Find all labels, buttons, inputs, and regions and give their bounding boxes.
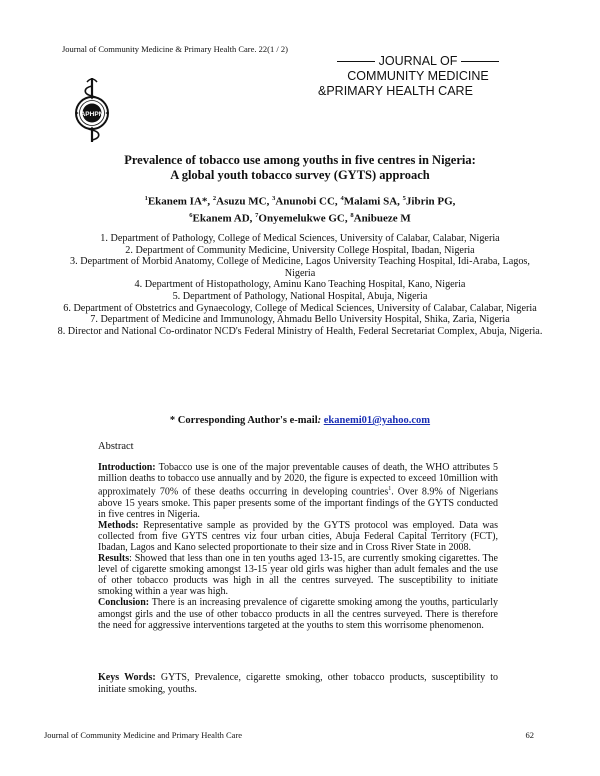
title-line-1: Prevalence of tobacco use among youths in five centres in Nigeria: <box>124 153 476 167</box>
page-number: 62 <box>525 730 534 740</box>
affiliation-item: 8. Director and National Co-ordinator NCD's Federal Ministry of Health, Federal Secretariat Complex, Abuja, Nigeria. <box>57 325 543 337</box>
affiliation-item: 6. Department of Obstetrics and Gynaecology, College of Medical Sciences, University of Calabar, Calabar, Nigeria <box>63 302 537 314</box>
masthead-line-2: COMMUNITY MEDICINE <box>347 69 489 83</box>
affiliation-item: 1. Department of Pathology, College of Medical Sciences, University of Calabar, Calabar, Nigeria <box>100 233 500 244</box>
reference-marker: 1 <box>388 486 392 493</box>
author-name: Malami SA, <box>343 195 403 208</box>
affiliation-item: 4. Department of Histopathology, Aminu Kano Teaching Hospital, Kano, Nigeria <box>134 279 466 291</box>
keywords-label: Keys Words: <box>98 672 156 683</box>
abstract-results: Results: Showed that less than one in ten youths aged 13-15, are currently smoking cigarettes. The level of cigarette smoking amongst 13-15 year old girls was higher than adult females and the use of other tobacco products was high in all the centres surveyed. The susceptibility to initiate smoking within a year was high. <box>98 553 498 598</box>
author-name: Onyemelukwe GC, <box>258 212 351 225</box>
results-label: Results <box>98 553 130 565</box>
affiliation-item: 2. Department of Community Medicine, University College Hospital, Ibadan, Nigeria <box>125 244 475 256</box>
abstract-heading: Abstract <box>98 441 134 452</box>
masthead-line-1: JOURNAL OF <box>378 54 458 68</box>
abstract-introduction: Introduction: Tobacco use is one of the major preventable causes of death, the WHO attributes 5 million deaths to tobacco use annually and by 2020, the figure is expected to exceed 10million with approximately 70% of these deaths occurring in developing countries$^1$. Over 8.9% of Nigerians above 15 years smoke. This paper presents some of the important findings of the GYTS conducted in five centres in Nigeria. <box>98 462 499 520</box>
affiliation-item: 3. Department of Morbid Anatomy, College of Medicine, Lagos University Teaching Hospital, Idi-Araba, Lagos, Nigeria <box>70 256 530 279</box>
methods-label: Methods: <box>98 519 139 531</box>
affiliation-list <box>56 233 544 337</box>
masthead-rule-left <box>337 61 375 63</box>
abstract-methods: Methods: Representative sample as provided by the GYTS protocol was employed. Data was collected from five GYTS centres viz four urban cities, Abuja Federal Capital Territory (FCT), Ibadan, Lagos and Kano selected proportionate to their size and in Cross River State in 2008. <box>98 519 498 553</box>
footer-journal-name: Journal of Community Medicine and Primary Health Care <box>44 730 243 740</box>
article-title <box>60 153 540 183</box>
corresponding-label: * Corresponding Author's e-mail <box>169 415 318 426</box>
abstract-conclusion: Conclusion: There is an increasing prevalence of cigarette smoking among the youths, particularly amongst girls and the use of other tobacco products in all the centres surveyed. There is therefore the need for aggressive interventions targeted at the youths to stem this worrisome phenomenon. <box>98 597 498 631</box>
author-name: Anibueze M <box>353 212 411 225</box>
author-list <box>70 192 530 225</box>
keywords-text: GYTS, Prevalence, cigarette smoking, other tobacco products, susceptibility to initiate smoking, youths. <box>98 672 498 696</box>
affiliation-item: 5. Department of Pathology, National Hospital, Abuja, Nigeria <box>172 290 428 302</box>
keywords <box>98 672 498 697</box>
corresponding-email-link[interactable]: ekanemi01@yahoo.com <box>323 415 431 426</box>
seal-text: APHPN <box>80 111 104 118</box>
author-line-1: $^1$Ekanem IA*, $^2$Asuzu MC, $^3$Anunobi CC, $^4$Malami SA, $^5$Jibrin PG, <box>144 195 456 208</box>
author-name: Anunobi CC, <box>275 195 341 208</box>
introduction-label: Introduction: <box>98 462 156 473</box>
abstract-body <box>98 462 498 631</box>
author-name: Asuzu MC, <box>216 195 273 208</box>
author-name: Ekanem AD, <box>192 212 256 225</box>
affiliation-item: 7. Department of Medicine and Immunology, Ahmadu Bello University Hospital, Shika, Zaria, Nigeria <box>90 314 510 326</box>
author-name: Ekanem IA*, <box>147 195 213 208</box>
rod-of-asclepius-seal-icon <box>63 76 121 144</box>
running-header: Journal of Community Medicine & Primary Health Care. 22(1 / 2) <box>62 44 288 54</box>
corresponding-author <box>60 415 540 426</box>
author-name: Jibrin PG, <box>405 195 456 208</box>
page-footer <box>44 730 534 740</box>
author-line-2: $^6$Ekanem AD, $^7$Onyemelukwe GC, $^8$Anibueze M <box>189 211 411 225</box>
title-line-2: A global youth tobacco survey (GYTS) approach <box>170 168 430 182</box>
journal-masthead <box>318 54 518 99</box>
masthead-line-3: &PRIMARY HEALTH CARE <box>318 84 473 98</box>
conclusion-label: Conclusion: <box>98 597 150 609</box>
masthead-rule-right <box>461 61 499 63</box>
corresponding-colon: : <box>317 415 324 426</box>
